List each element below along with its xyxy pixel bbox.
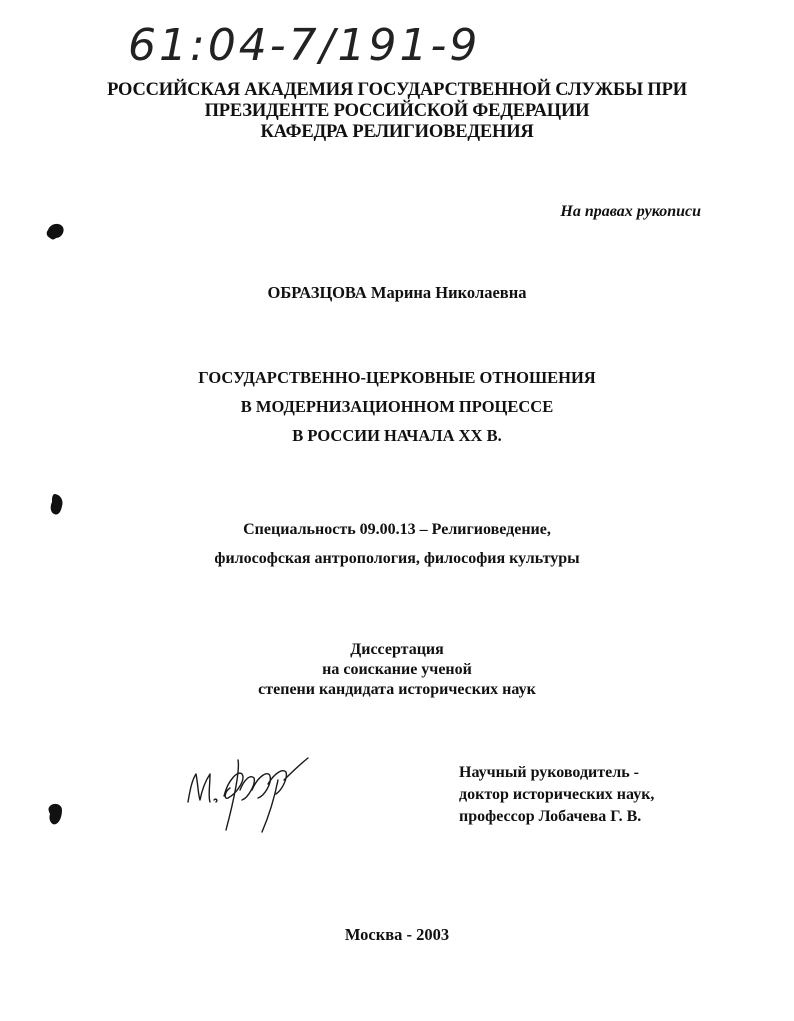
specialty-line-1: Специальность 09.00.13 – Религиоведение, [243,521,551,538]
punch-mark-1 [44,220,68,242]
title-line-1: ГОСУДАРСТВЕННО-ЦЕРКОВНЫЕ ОТНОШЕНИЯ [198,368,596,387]
supervisor-line-2: доктор исторических наук, [459,786,655,803]
title-line-2: В МОДЕРНИЗАЦИОННОМ ПРОЦЕССЕ [240,397,554,416]
supervisor-line-3: профессор Лобачева Г. В. [459,808,642,825]
punch-mark-3 [44,800,68,828]
handwritten-code-text: 61:04-7/191-9 [128,20,481,71]
title-line-3: В РОССИИ НАЧАЛА XX В. [292,426,502,445]
punch-mark-2 [46,492,68,518]
institution-line-3: КАФЕДРА РЕЛИГИОВЕДЕНИЯ [260,122,534,142]
dissertation-line-3: степени кандидата исторических наук [258,681,536,698]
dissertation-line-1: Диссертация [350,641,444,658]
institution-header [0,80,794,143]
specialty [0,515,794,573]
dissertation-title [0,363,794,450]
dissertation-line-2: на соискание ученой [322,661,472,678]
specialty-line-2: философская антропология, философия культуры [214,550,580,567]
city-year: Москва - 2003 [344,925,450,944]
handwritten-signature [178,740,318,840]
author-name: ОБРАЗЦОВА Марина Николаевна [267,283,527,302]
supervisor-line-1: Научный руководитель - [459,764,639,781]
handwritten-archive-code [128,20,488,82]
institution-line-2: ПРЕЗИДЕНТЕ РОССИЙСКОЙ ФЕДЕРАЦИИ [204,101,590,121]
rights-note: На правах рукописи [560,203,701,220]
institution-line-1: РОССИЙСКАЯ АКАДЕМИЯ ГОСУДАРСТВЕННОЙ СЛУЖБЫ ПРИ [107,80,687,100]
supervisor-block [459,762,654,828]
dissertation-type [0,640,794,700]
